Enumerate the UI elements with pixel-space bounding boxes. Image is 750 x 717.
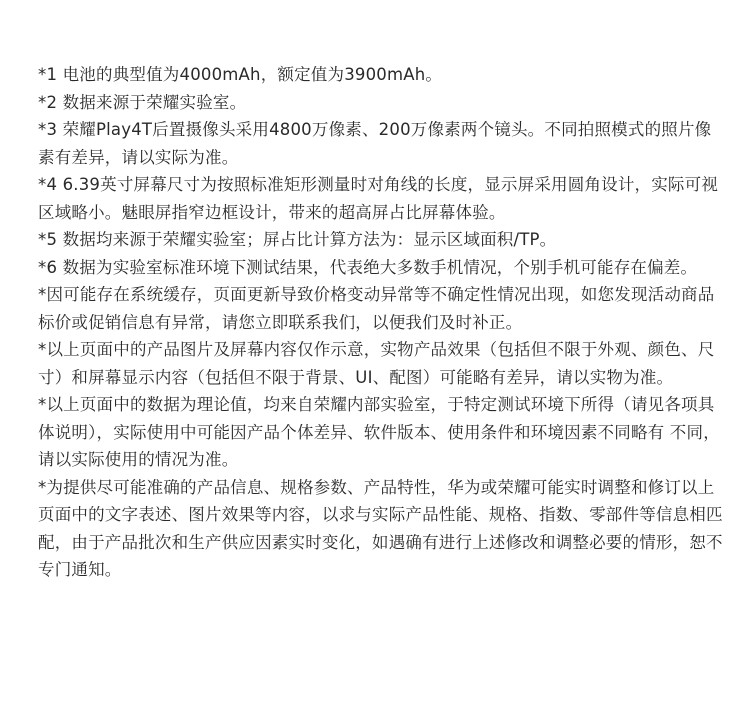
note-test-environment: *6 数据为实验室标准环境下测试结果，代表绝大多数手机情况，个别手机可能存在偏差。 bbox=[38, 257, 698, 277]
note-data-source: *2 数据来源于荣耀实验室。 bbox=[38, 92, 247, 112]
note-price-cache: *因可能存在系统缓存，页面更新导致价格变动异常等不确定性情况出现，如您发现活动商品标价或促销信息有异常，请您立即联系我们，以便我们及时补正。 bbox=[38, 285, 715, 332]
note-screen-ratio: *5 数据均来源于荣耀实验室；屏占比计算方法为：显示区域面积/TP。 bbox=[38, 230, 557, 249]
note-theoretical-values: *以上页面中的数据为理论值，均来自荣耀内部实验室，于特定测试环境下所得（请见各项具体说明），实际使用中可能因产品个体差异、软件版本、使用条件和环境因素不同略有 不同，请以实际使用的情况为准。 bbox=[38, 395, 720, 469]
note-camera: *3 荣耀Play4T后置摄像头采用4800万像素、200万像素两个镜头。不同拍照模式的照片像素有差异，请以实际为准。 bbox=[38, 120, 712, 167]
note-product-images: *以上页面中的产品图片及屏幕内容仅作示意，实物产品效果（包括但不限于外观、颜色、尺寸）和屏幕显示内容（包括但不限于背景、UI、配图）可能略有差异，请以实物为准。 bbox=[38, 340, 715, 387]
note-screen-size: *4 6.39英寸屏幕尺寸为按照标准矩形测量时对角线的长度，显示屏采用圆角设计，实际可视区域略小。魅眼屏指窄边框设计，带来的超高屏占比屏幕体验。 bbox=[38, 175, 719, 222]
note-content-updates: *为提供尽可能准确的产品信息、规格参数、产品特性，华为或荣耀可能实时调整和修订以上页面中的文字表述、图片效果等内容，以求与实际产品性能、规格、指数、零部件等信息相匹配，由于产品批次和生产供应因素实时变化，如遇确有进行上述修改和调整必要的情形，恕不专门通知。 bbox=[38, 477, 723, 579]
note-battery: *1 电池的典型值为4000mAh，额定值为3900mAh。 bbox=[38, 65, 443, 84]
disclaimer-notes bbox=[38, 61, 728, 584]
